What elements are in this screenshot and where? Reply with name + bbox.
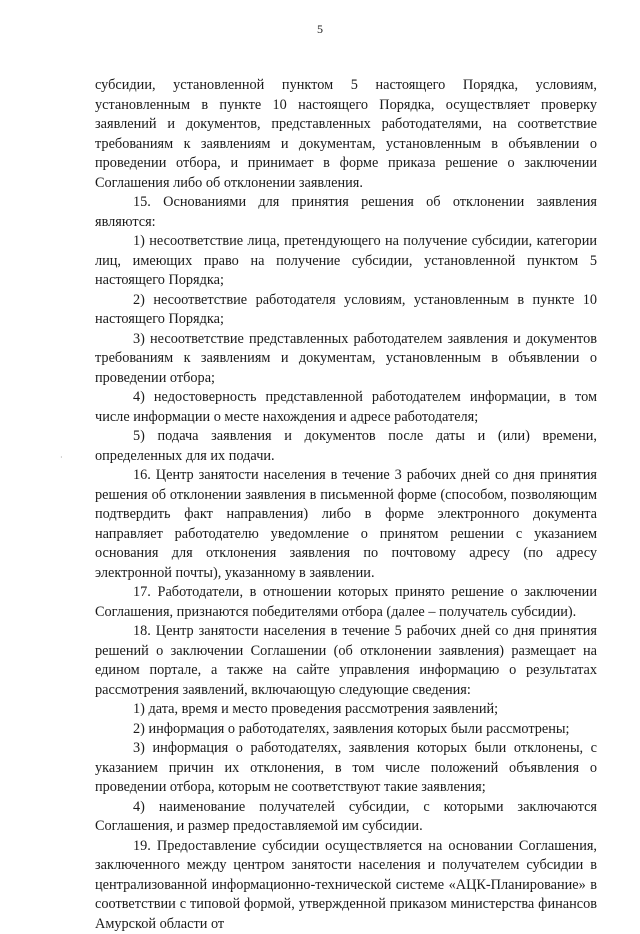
- paragraph-15-item-3: 3) несоответствие представленных работодателем заявления и документов требованиям к заявлениям и документам, установленным в объявлении о проведении отбора;: [95, 330, 597, 389]
- paragraph-15-item-5: 5) подача заявления и документов после даты и (или) времени, определенных для их подачи.: [95, 427, 597, 466]
- paragraph-19: 19. Предоставление субсидии осуществляется на основании Соглашения, заключенного между центром занятости населения и получателем субсидии в централизованной информационно-технической системе «АЦК-Планирование» в соответствии с типовой формой, утвержденной приказом министерства финансов Амурской области от: [95, 837, 597, 934]
- page-number: 5: [0, 22, 640, 37]
- paragraph-15-item-4: 4) недостоверность представленной работодателем информации, в том числе информации о месте нахождения и адресе работодателя;: [95, 388, 597, 427]
- paragraph-18-item-2: 2) информация о работодателях, заявления которых были рассмотрены;: [95, 720, 597, 740]
- paragraph-16: 16. Центр занятости населения в течение 3 рабочих дней со дня принятия решения об отклонении заявления в письменной форме (способом, позволяющим подтвердить факт направления) либо в форме электронного документа направляет работодателю уведомление о принятом решении с указанием основания для отклонения заявления по почтовому адресу (по адресу электронной почты), указанному в заявлении.: [95, 466, 597, 583]
- paragraph-18-item-1: 1) дата, время и место проведения рассмотрения заявлений;: [95, 700, 597, 720]
- margin-mark: ·: [60, 453, 63, 462]
- paragraph-18: 18. Центр занятости населения в течение 5 рабочих дней со дня принятия решений о заключении Соглашении (об отклонении заявления) размещает на едином портале, а также на сайте управления информацию о результатах рассмотрения заявлений, включающую следующие сведения:: [95, 622, 597, 700]
- document-body: [95, 76, 597, 934]
- paragraph-18-item-4: 4) наименование получателей субсидии, с которыми заключаются Соглашения, и размер предоставляемой им субсидии.: [95, 798, 597, 837]
- paragraph-continuation: субсидии, установленной пунктом 5 настоящего Порядка, условиям, установленным в пункте 10 настоящего Порядка, осуществляет проверку заявлений и документов, представленных работодателями, на соответствие требованиям к заявлениям и документам, установленным в объявлении о проведении отбора, и принимает в форме приказа решение о заключении Соглашения либо об отклонении заявления.: [95, 76, 597, 193]
- paragraph-15-item-2: 2) несоответствие работодателя условиям, установленным в пункте 10 настоящего Порядка;: [95, 291, 597, 330]
- paragraph-15-item-1: 1) несоответствие лица, претендующего на получение субсидии, категории лиц, имеющих право на получение субсидии, установленной пунктом 5 настоящего Порядка;: [95, 232, 597, 291]
- paragraph-18-item-3: 3) информация о работодателях, заявления которых были отклонены, с указанием причин их отклонения, в том числе положений объявления о проведении отбора, которым не соответствуют такие заявления;: [95, 739, 597, 798]
- paragraph-17: 17. Работодатели, в отношении которых принято решение о заключении Соглашения, признаются победителями отбора (далее – получатель субсидии).: [95, 583, 597, 622]
- paragraph-15: 15. Основаниями для принятия решения об отклонении заявления являются:: [95, 193, 597, 232]
